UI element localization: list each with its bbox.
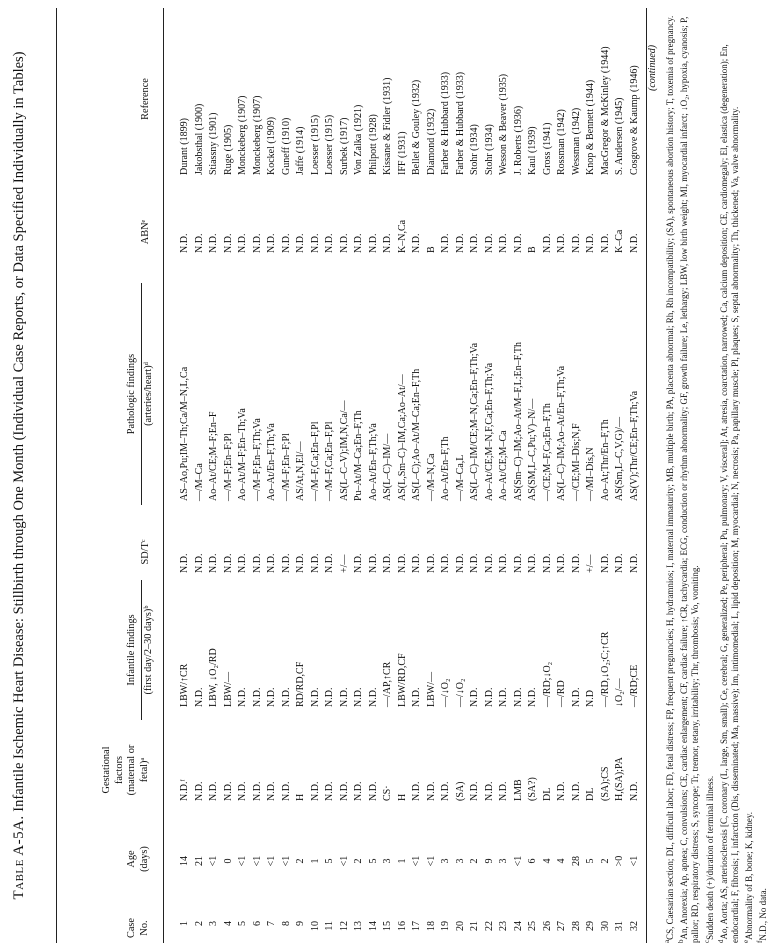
cell-infantile: N.D. <box>498 687 510 707</box>
top-rule <box>56 8 57 943</box>
cell-reference: Monckeberg (1907) <box>237 95 249 175</box>
cell-sdt: N.D. <box>512 553 524 573</box>
cell-abn: N.D. <box>512 233 524 253</box>
cell-reference: Loesser (1915) <box>309 114 321 175</box>
cell-sdt: +/— <box>585 554 597 573</box>
col-head-patho-line1: Pathologic findings <box>126 353 137 435</box>
cell-gest: N.D. <box>425 781 437 801</box>
cell-pathologic: —/M–N,Ca <box>425 453 437 501</box>
cell-case: 10 <box>309 921 321 931</box>
cell-case: 6 <box>251 921 263 926</box>
cell-abn: N.D. <box>251 233 263 253</box>
cell-abn: N.D. <box>193 233 205 253</box>
cell-reference: Knop & Bennett (1944) <box>585 79 597 175</box>
cell-infantile: N.D <box>585 690 597 707</box>
cell-infantile: N.D. <box>251 687 263 707</box>
cell-case: 29 <box>585 921 597 931</box>
table-title-text: Infantile Ischemic Heart Disease: Stillbirth through One Month (Individual Case Reports, or Data Specified Individually in Tables) <box>11 51 27 812</box>
cell-abn: N.D. <box>338 233 350 253</box>
cell-sdt: N.D. <box>280 553 292 573</box>
cell-abn: N.D. <box>222 233 234 253</box>
cell-gest: N.D. <box>237 781 249 801</box>
footnote-c: $^c$Sudden death (+)/duration of terminal illness. <box>702 775 715 943</box>
cell-age: 9 <box>483 858 495 864</box>
cell-reference: Stiassny (1901) <box>208 112 220 175</box>
col-head-case <box>126 913 151 943</box>
cell-age: <1 <box>280 855 292 867</box>
col-head-gest-line2: factors <box>113 756 125 785</box>
cell-case: 32 <box>628 921 640 931</box>
cell-age: 2 <box>353 858 365 864</box>
cell-sdt: N.D. <box>541 553 553 573</box>
cell-pathologic: —/M–F,Ca;En–F,Pl <box>309 421 321 501</box>
cell-pathologic: Ao–At;Thr/En–F,Th <box>599 419 611 501</box>
cell-sdt: N.D. <box>411 553 423 573</box>
cell-age: 2 <box>599 858 611 864</box>
cell-reference: Bellet & Gouley (1932) <box>411 79 423 175</box>
footnote-c-text: Sudden death (+)/duration of terminal illness. <box>704 775 715 940</box>
cell-gest: N.D. <box>353 781 365 801</box>
cell-case: 28 <box>570 921 582 931</box>
cell-case: 3 <box>208 921 220 926</box>
cell-age: 4 <box>556 858 568 864</box>
col-head-pathologic <box>126 283 155 505</box>
cell-gest: H <box>295 793 307 801</box>
col-head-gest-line3: (maternal or <box>126 744 137 796</box>
cell-infantile: —/RD;↓O₂ <box>541 661 553 707</box>
cell-infantile: —/AP,↑CR <box>382 661 394 707</box>
cell-gest: (SA?) <box>527 777 539 801</box>
cell-case: 27 <box>556 921 568 931</box>
cell-reference: Von Zalka (1921) <box>353 104 365 175</box>
col-head-age <box>126 829 151 889</box>
cell-age: 1 <box>309 858 321 864</box>
cell-sdt: N.D. <box>266 553 278 573</box>
cell-reference: Philpott (1928) <box>367 114 379 175</box>
cell-pathologic: AS(L,Sm–C)–IM,Ca;Ao–At/— <box>396 374 408 501</box>
cell-sdt: N.D. <box>309 553 321 573</box>
footnote-b: $^b$An, Anorexia; Ap, apnea; C, convulsions; CE, cardiac enlargement; CF, cardiac failure; ↑CR, tachycardia; ECG, conduction or rhythm abnormality; GF, growth failure; Le, lethargy; LBW, low birth weight; MI, myocardial infarct; ↓O₂, hypoxia, cyanosis; P, pallor; RD, respiratory distress; S, syncope; Tr, tremor, tetany, irritability; Thr, thrombosis; Vo, vomiting. <box>677 16 701 943</box>
cell-pathologic: AS/At,N,El/— <box>295 441 307 501</box>
cell-infantile: N.D. <box>367 687 379 707</box>
cell-age: 5 <box>585 858 597 864</box>
cell-age: >0 <box>614 855 626 867</box>
col-head-infantile <box>126 580 155 720</box>
cell-gest: N.D. <box>411 781 423 801</box>
cell-infantile: LBW/— <box>425 672 437 707</box>
cell-sdt: N.D. <box>193 553 205 573</box>
cell-pathologic: —/CE;MI–Dis;N,F <box>570 423 582 501</box>
cell-case: 31 <box>614 921 626 931</box>
cell-infantile: —/RD;CE <box>628 664 640 707</box>
cell-case: 22 <box>483 921 495 931</box>
cell-reference: Diamond (1932) <box>425 108 437 175</box>
cell-abn: N.D. <box>440 233 452 253</box>
cell-case: 25 <box>527 921 539 931</box>
cell-infantile: —/RD <box>556 680 568 707</box>
cell-sdt: N.D. <box>454 553 466 573</box>
cell-infantile: N.D. <box>324 687 336 707</box>
cell-sdt: N.D. <box>353 553 365 573</box>
footnote-d: $^d$Ao, Aorta; AS, arteriosclerosis [C, coronary (L, large, Sm, small); Ce, cerebral; G, generalized; Pe, peripheral; Pu, pulmonary; V, visceral]; At, atresia, coarctation, narrowed; Ca, calcium deposition; CE, cardiomegaly; El, elastica (degeneration); En, endocardial; F, fibrosis; I, infarction (Dis, disseminated; Ma, massive); Im, intimomedial; L, lipid deposition; M, myocardial; N, necrosis; Pa, papillary muscle; Pl, plaques; S, septal abnormality; Th, thickened; Va, valve abnormality. <box>716 44 741 943</box>
cell-reference: J. Roberts (1936) <box>512 105 524 175</box>
cell-abn: N.D. <box>411 233 423 253</box>
cell-age: 4 <box>541 858 553 864</box>
cell-pathologic: AS(V);Thr/CE;En–F,Th;Va <box>628 390 640 501</box>
cell-gest: N.D. <box>556 781 568 801</box>
cell-age: 2 <box>469 858 481 864</box>
cell-sdt: N.D. <box>498 553 510 573</box>
cell-sdt: N.D. <box>382 553 394 573</box>
cell-pathologic: —/M–Ca <box>193 463 205 501</box>
cell-case: 21 <box>469 921 481 931</box>
cell-sdt: N.D. <box>469 553 481 573</box>
cell-abn: N.D. <box>570 233 582 253</box>
cell-sdt: N.D. <box>570 553 582 573</box>
cell-abn: N.D. <box>324 233 336 253</box>
cell-abn: N.D. <box>367 233 379 253</box>
cell-abn: N.D. <box>483 233 495 253</box>
cell-case: 5 <box>237 921 249 926</box>
col-head-infantile-line1: Infantile findings <box>126 614 137 686</box>
cell-abn: N.D. <box>541 233 553 253</box>
cell-gest: DL <box>541 787 553 801</box>
cell-infantile: N.D. <box>237 687 249 707</box>
cell-age: 3 <box>382 858 394 864</box>
cell-age: 5 <box>367 858 379 864</box>
cell-infantile: N.D. <box>570 687 582 707</box>
cell-reference: Wesson & Beaver (1935) <box>498 73 510 175</box>
cell-sdt: N.D. <box>251 553 263 573</box>
cell-abn: N.D. <box>382 233 394 253</box>
cell-gest: N.D. <box>338 781 350 801</box>
cell-age: 1 <box>396 858 408 864</box>
cell-reference: Farber & Hubbard (1933) <box>454 71 466 175</box>
cell-case: 8 <box>280 921 292 926</box>
cell-pathologic: AS(Sm–C)–IM;Ao–At/M–F,L;En–F,Th <box>512 342 524 501</box>
cell-age: 6 <box>527 858 539 864</box>
cell-infantile: LBW/↑CR <box>179 663 190 707</box>
cell-age: 3 <box>498 858 510 864</box>
cell-abn: N.D. <box>556 233 568 253</box>
cell-abn: K–N,Ca <box>396 219 408 253</box>
cell-gest: N.D. <box>469 781 481 801</box>
cell-case: 16 <box>396 921 408 931</box>
cell-sdt: N.D. <box>483 553 495 573</box>
cell-abn: N.D. <box>237 233 249 253</box>
cell-sdt: N.D. <box>527 553 539 573</box>
cell-infantile: LBW/— <box>222 672 234 707</box>
cell-infantile: N.D. <box>527 687 539 707</box>
cell-case: 24 <box>512 921 524 931</box>
cell-age: <1 <box>425 855 437 867</box>
cell-sdt: N.D. <box>396 553 408 573</box>
cell-pathologic: AS(L–C)–IM;Ao–At/En–F,Th;Va <box>556 365 568 501</box>
cell-reference: Loesser (1915) <box>324 114 336 175</box>
cell-gest: N.D. <box>280 781 292 801</box>
col-head-sdt: SD/Tᶜ <box>140 539 151 565</box>
col-head-gestational <box>101 736 151 804</box>
cell-case: 4 <box>222 921 234 926</box>
cell-infantile: N.D. <box>266 687 278 707</box>
footnote-e-text: Abnormality of B, bone; K, kidney. <box>744 811 755 940</box>
cell-sdt: N.D. <box>237 553 249 573</box>
cell-infantile: LBW, ↓O₂/RD <box>208 648 220 707</box>
footnote-f: $^f$N.D., No data. <box>756 888 769 943</box>
cell-sdt: N.D. <box>425 553 437 573</box>
table-label: Table A-5A. <box>11 815 27 900</box>
cell-age: 2 <box>295 858 307 864</box>
cell-case: 13 <box>353 921 365 931</box>
cell-age: <1 <box>251 855 263 867</box>
col-head-age-line1: Age <box>126 850 137 868</box>
col-head-infantile-line2: (first day/2–30 days)ᵇ <box>141 580 156 720</box>
cell-abn: N.D. <box>179 233 190 253</box>
cell-reference: Rossman (1942) <box>556 109 568 175</box>
cell-abn: N.D. <box>208 233 220 253</box>
cell-abn: N.D. <box>469 233 481 253</box>
cell-infantile: N.D. <box>280 687 292 707</box>
cell-reference: Kissane & Fidler (1931) <box>382 77 394 175</box>
cell-age: <1 <box>628 855 640 867</box>
cell-gest: (SA);CS <box>599 766 611 801</box>
cell-pathologic: Ao–At/En–F,Th;Va <box>266 423 278 501</box>
cell-infantile: —/RD,↓O₂;C;↑CR <box>599 631 611 707</box>
cell-gest: N.D. <box>222 781 234 801</box>
cell-infantile: N.D. <box>512 687 524 707</box>
cell-gest: N.D. <box>483 781 495 801</box>
cell-age: <1 <box>338 855 350 867</box>
cell-infantile: —/↓O₂ <box>440 678 452 707</box>
cell-age: <1 <box>237 855 249 867</box>
col-head-patho-line2: (arteries/heart)ᵈ <box>141 283 156 505</box>
cell-pathologic: Ao–At/M–F;En–Th;Va <box>237 408 249 501</box>
cell-reference: MacGregor & McKinley (1944) <box>599 46 611 175</box>
cell-reference: Stohr (1934) <box>483 124 495 175</box>
cell-abn: N.D. <box>309 233 321 253</box>
cell-gest: N.D. <box>570 781 582 801</box>
cell-reference: Ruge (1905) <box>222 124 234 175</box>
cell-gest: N.D. <box>266 781 278 801</box>
data-table <box>178 8 643 943</box>
cell-sdt: N.D. <box>222 553 234 573</box>
cell-reference: Jaffe (1914) <box>295 126 307 175</box>
cell-reference: Wessman (1942) <box>570 107 582 175</box>
cell-pathologic: —/M–Ca,L <box>454 454 466 501</box>
cell-pathologic: AS(SM,L–C,Pu;V)–N/— <box>527 398 539 501</box>
cell-sdt: N.D. <box>556 553 568 573</box>
cell-case: 15 <box>382 921 394 931</box>
bottom-rule <box>646 8 647 943</box>
cell-sdt: N.D. <box>614 553 626 573</box>
cell-sdt: N.D. <box>599 553 611 573</box>
cell-infantile: —/↓O₂ <box>454 678 466 707</box>
cell-case: 12 <box>338 921 350 931</box>
cell-age: 3 <box>440 858 452 864</box>
cell-gest: N.D. <box>324 781 336 801</box>
cell-age: 28 <box>570 856 582 866</box>
cell-sdt: N.D. <box>324 553 336 573</box>
cell-sdt: N.D. <box>295 553 307 573</box>
cell-pathologic: Pu–At/M–Ca;En–F,Th <box>353 410 365 501</box>
cell-sdt: N.D. <box>367 553 379 573</box>
cell-pathologic: —/M–F,Ca;En–F,Pl <box>324 421 336 501</box>
table-title <box>10 8 29 943</box>
cell-age: 14 <box>179 856 190 866</box>
footnote-e: $^e$Abnormality of B, bone; K, kidney. <box>742 811 755 943</box>
cell-gest: N.D. <box>208 781 220 801</box>
cell-pathologic: Ao–At/CE;M–Ca <box>498 430 510 501</box>
cell-infantile: N.D. <box>469 687 481 707</box>
cell-gest: N.D. <box>251 781 263 801</box>
cell-abn: N.D. <box>266 233 278 253</box>
cell-gest: (SA) <box>454 781 466 801</box>
cell-age: 5 <box>324 858 336 864</box>
cell-pathologic: AS(L–C)–IM/— <box>382 433 394 501</box>
cell-reference: Cosgrove & Kaump (1946) <box>628 65 640 175</box>
cell-age: <1 <box>512 855 524 867</box>
cell-pathologic: Ao–At/En–F,Th <box>440 436 452 501</box>
cell-gest: N.D. <box>309 781 321 801</box>
cell-reference: Monckeberg (1907) <box>251 95 263 175</box>
cell-gest: N.D. <box>193 781 205 801</box>
cell-gest: N.D.ᶠ <box>179 779 190 801</box>
cell-abn: N.D. <box>353 233 365 253</box>
cell-reference: Kockel (1909) <box>266 116 278 175</box>
cell-gest: N.D. <box>628 781 640 801</box>
cell-abn: N.D. <box>585 233 597 253</box>
cell-infantile: N.D. <box>411 687 423 707</box>
cell-case: 11 <box>324 921 336 931</box>
col-head-reference: Reference <box>140 78 151 120</box>
cell-sdt: N.D. <box>628 553 640 573</box>
cell-case: 14 <box>367 921 379 931</box>
cell-age: 21 <box>193 856 205 866</box>
cell-abn: N.D. <box>628 233 640 253</box>
cell-pathologic: —/M–F;En–F;Pl <box>280 433 292 501</box>
cell-abn: N.D. <box>599 233 611 253</box>
col-head-abn: ABNᵉ <box>140 219 151 245</box>
cell-abn: N.D. <box>454 233 466 253</box>
cell-infantile: N.D. <box>309 687 321 707</box>
cell-pathologic: Ao–At/En–F,Th;Va <box>367 423 379 501</box>
cell-abn: N.D. <box>498 233 510 253</box>
cell-infantile: N.D. <box>193 687 205 707</box>
cell-reference: Farber & Hubbard (1933) <box>440 71 452 175</box>
header-rule <box>163 8 164 943</box>
cell-gest: N.D. <box>498 781 510 801</box>
cell-sdt: N.D. <box>179 553 190 573</box>
cell-sdt: N.D. <box>440 553 452 573</box>
cell-pathologic: AS–Ao,Pu;IM–Th;Ca/M–N,L,Ca <box>179 366 190 501</box>
cell-reference: Surbek (1917) <box>338 117 350 175</box>
cell-case: 18 <box>425 921 437 931</box>
col-head-age-line2: (days) <box>138 846 150 872</box>
cell-sdt: +/— <box>338 554 350 573</box>
cell-abn: N.D. <box>280 233 292 253</box>
cell-abn: K–Ca <box>614 229 626 253</box>
cell-abn: B <box>527 246 539 253</box>
col-head-case-line2: No. <box>138 920 150 936</box>
cell-reference: Gross (1941) <box>541 122 553 175</box>
cell-case: 9 <box>295 921 307 926</box>
cell-gest: CS· <box>382 785 394 801</box>
cell-pathologic: Ao–At/CE;M–N,F,Ca;En–F,Th;Va <box>483 362 495 501</box>
cell-infantile: RD/RD,CF <box>295 661 307 707</box>
cell-pathologic: AS(Sm,L–C,V,G)/— <box>614 417 626 501</box>
col-head-gest-line1: Gestational <box>101 746 112 794</box>
cell-pathologic: —/M–F;En–F;Pl <box>222 433 234 501</box>
cell-reference: S. Andersen (1945) <box>614 97 626 175</box>
footnote-d-text: Ao, Aorta; AS, arteriosclerosis [C, coronary (L, large, Sm, small); Ce, cerebral; G, generalized; Pe, peripheral; Pu, pulmonary; V, visceral]; At, atresia, coarctation, narrowed; Ca, calcium deposition; CE, cardiomegaly; El, elastica (degeneration); En, endocardial; F, fibrosis; I, infarction (Dis, disseminated; Ma, massive); Im, intimomedial; L, lipid deposition; M, myocardial; N, necrosis; Pa, papillary muscle; Pl, plaques; S, septal abnormality; Th, thickened; Va, valve abnormality. <box>718 44 741 943</box>
cell-reference: Jakobsthal (1900) <box>193 103 205 175</box>
cell-reference: Guneff (1910) <box>280 117 292 175</box>
footnote-f-text: N.D., No data. <box>758 888 769 941</box>
cell-reference: Durant (1899) <box>179 118 190 175</box>
cell-gest: H <box>396 793 408 801</box>
cell-sdt: N.D. <box>208 553 220 573</box>
cell-case: 1 <box>179 921 190 926</box>
cell-case: 2 <box>193 921 205 926</box>
cell-infantile: LBW/RD,CF <box>396 653 408 707</box>
cell-gest: N.D. <box>440 781 452 801</box>
continued-note: (continued) <box>647 44 658 91</box>
cell-pathologic: —/CE;M–F,Ca;En–F,Th <box>541 403 553 501</box>
cell-case: 19 <box>440 921 452 931</box>
cell-pathologic: —/MI–Dis,N <box>585 447 597 501</box>
footnote-a: $^a$CS, Caesarian section; DL, difficult labor; FD, fetal distress; FP, frequent pregnancies; H, hydramnios; I, maternal immaturity; MB, multiple birth; PA, placenta abnormal; Rh, Rh incompatibility; (SA), spontaneous abortion history; T, toxemia of pregnancy. <box>663 15 675 943</box>
cell-infantile: N.D. <box>338 687 350 707</box>
cell-infantile: ↓O₂/— <box>614 678 626 707</box>
cell-reference: IFF (1931) <box>396 131 408 175</box>
cell-age: <1 <box>411 855 423 867</box>
cell-pathologic: AS(L–C)–IM/CE;M–N,Ca;En–F,Th;Va <box>469 342 481 501</box>
col-head-gest-line4: fetal)ᵃ <box>138 757 150 783</box>
cell-abn: N.D. <box>295 233 307 253</box>
cell-gest: H,(SA);PA <box>614 757 626 801</box>
cell-pathologic: Ao–At/CE;M–F;En–F <box>208 411 220 501</box>
cell-age: <1 <box>208 855 220 867</box>
cell-case: 20 <box>454 921 466 931</box>
cell-abn: B <box>425 246 437 253</box>
cell-infantile: N.D. <box>353 687 365 707</box>
cell-gest: LMB <box>512 779 524 801</box>
cell-pathologic: —/M–F;En–F,Th;Va <box>251 418 263 501</box>
cell-gest: N.D. <box>367 781 379 801</box>
cell-age: 0 <box>222 858 234 864</box>
cell-case: 7 <box>266 921 278 926</box>
cell-case: 17 <box>411 921 423 931</box>
cell-pathologic: AS(L–C–V);IM,N,Ca/— <box>338 400 350 501</box>
cell-age: <1 <box>266 855 278 867</box>
cell-age: 3 <box>454 858 466 864</box>
cell-pathologic: AS(L–C);Ao–At/M–Ca;En–F,Th <box>411 368 423 501</box>
cell-case: 26 <box>541 921 553 931</box>
cell-gest: DL <box>585 787 597 801</box>
cell-infantile: N.D. <box>483 687 495 707</box>
cell-reference: Kaul (1939) <box>527 126 539 175</box>
footnote-b-text: An, Anorexia; Ap, apnea; C, convulsions; CE, cardiac enlargement; CF, cardiac failure; ↑CR, tachycardia; ECG, conduction or rhythm abnormality; GF, growth failure; Le, lethargy; LBW, low birth weight; MI, myocardial infarct; ↓O₂, hypoxia, cyanosis; P, pallor; RD, respiratory distress; S, syncope; Tr, tremor, tetany, irritability; Thr, thrombosis; Vo, vomiting. <box>679 16 701 943</box>
cell-case: 23 <box>498 921 510 931</box>
cell-case: 30 <box>599 921 611 931</box>
col-head-case-line1: Case <box>126 918 137 939</box>
footnote-a-text: CS, Caesarian section; DL, difficult labor; FD, fetal distress; FP, frequent pregnancies; H, hydramnios; I, maternal immaturity; MB, multiple birth; PA, placenta abnormal; Rh, Rh incompatibility; (SA), spontaneous abortion history; T, toxemia of pregnancy. <box>665 15 675 940</box>
cell-reference: Stohr (1934) <box>469 124 481 175</box>
footnotes <box>662 8 770 943</box>
